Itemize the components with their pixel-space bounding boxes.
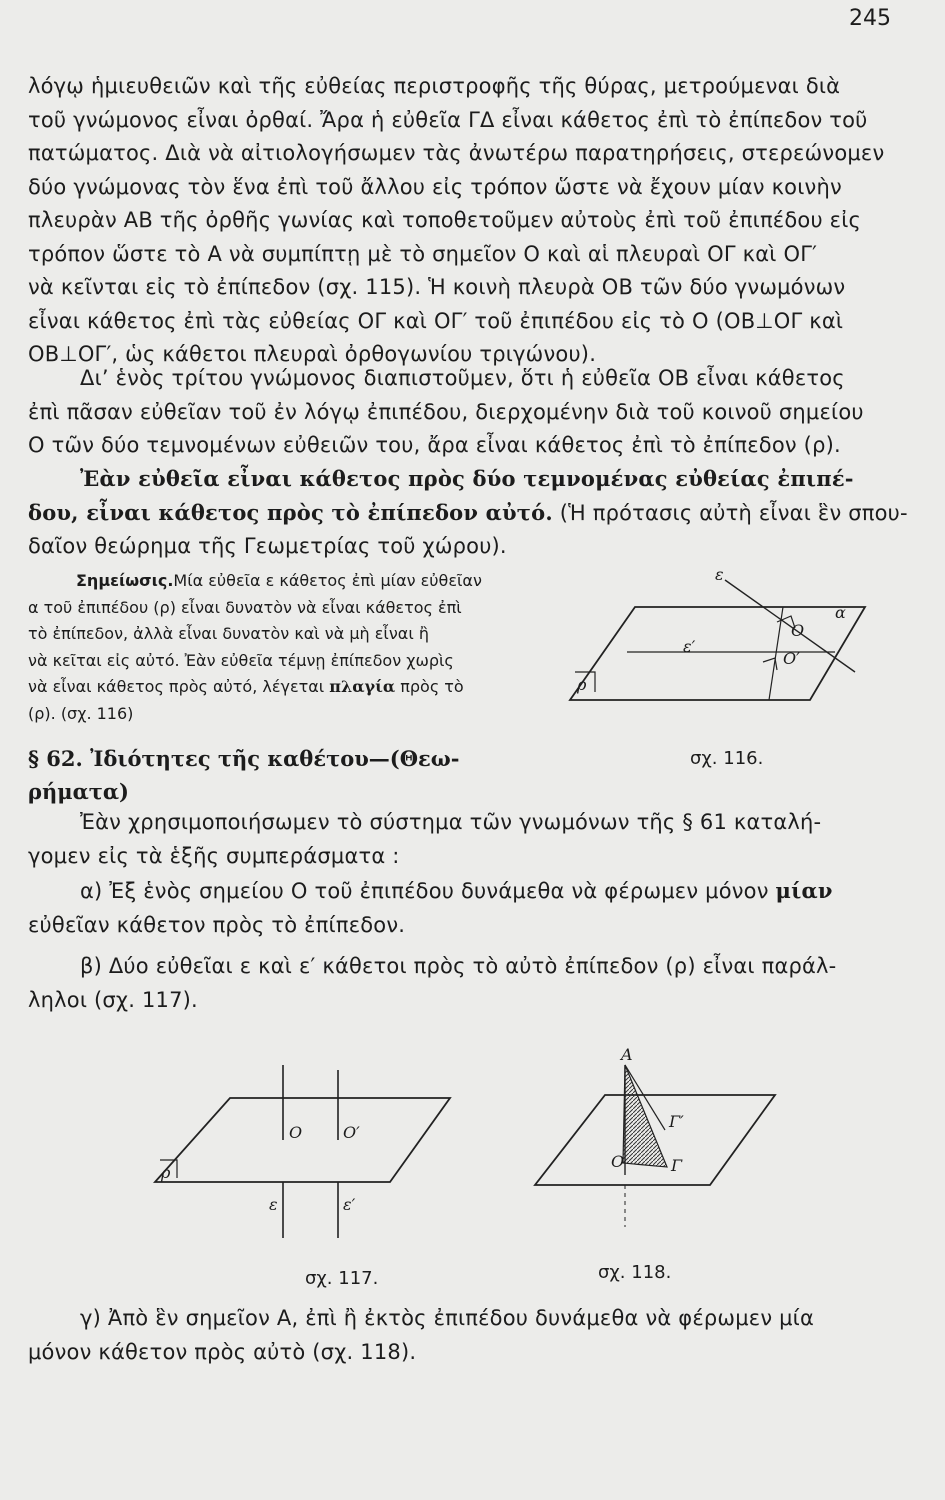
label-a: α (835, 603, 846, 622)
plane (155, 1098, 450, 1182)
text-line: λόγῳ ἡμιευθειῶν καὶ τῆς εὐθείας περιστροφῆς τῆς θύρας, μετρούμεναι διὰ (28, 74, 841, 98)
page-number: 245 (849, 6, 891, 31)
text-line: Δι’ ἑνὸς τρίτου γνώμονος διαπιστοῦμεν, ὅτι ἡ εὐθεῖα ΟΒ εἶναι κάθετος (80, 366, 845, 390)
text-line: τοῦ γνώμονος εἶναι ὀρθαί. Ἄρα ἡ εὐθεῖα ΓΔ εἶναι κάθετος ἐπὶ τὸ ἐπίπεδον τοῦ (28, 107, 868, 132)
section-heading-line-1: § 62. Ἰδιότητες τῆς καθέτου—(Θεω- (28, 746, 460, 771)
paragraph-2 (28, 362, 898, 463)
theorem-line-2 (28, 496, 908, 531)
paragraph-3 (28, 806, 898, 873)
item-a-line-2: εὐθεῖαν κάθετον πρὸς τὸ ἐπίπεδον. (28, 912, 406, 937)
label-e: ε (269, 1195, 278, 1214)
label-o2: Ο′ (783, 649, 800, 668)
text-line: πατώματος. Διὰ νὰ αἰτιολογήσωμεν τὰς ἀνωτέρω παρατηρήσεις, στερεώνομεν (28, 141, 885, 165)
note-label: Σημείωσις. (76, 571, 174, 590)
note-line: (ρ). (σχ. 116) (28, 703, 134, 723)
shaded-triangle (623, 1065, 667, 1167)
text-line: εἶναι κάθετος ἐπὶ τὰς εὐθείας ΟΓ καὶ ΟΓ′ τοῦ ἐπιπέδου εἰς τὸ Ο (ΟΒ⊥ΟΓ καὶ (28, 308, 844, 333)
note-bold-term: πλαγία (329, 677, 396, 696)
label-o: Ο (611, 1152, 625, 1171)
text-line: πλευρὰν ΑΒ τῆς ὀρθῆς γωνίας καὶ τοποθετοῦμεν αὐτοὺς ἐπὶ τοῦ ἐπιπέδου εἰς (28, 208, 862, 232)
note-text: νὰ εἶναι κάθετος πρὸς αὐτό, λέγεται (28, 677, 330, 696)
figure-116 (555, 560, 900, 745)
theorem (28, 462, 908, 564)
figure-118 (525, 1045, 780, 1240)
text-line: νὰ κεῖνται εἰς τὸ ἐπίπεδον (σχ. 115). Ἡ κοινὴ πλευρὰ ΟΒ τῶν δύο γνωμόνων (28, 275, 846, 299)
label-g2: Γ′ (669, 1112, 684, 1131)
section-heading (28, 742, 460, 808)
caption-118: σχ. 118. (598, 1262, 672, 1283)
label-o: Ο (289, 1123, 303, 1142)
label-e2: ε′ (343, 1195, 356, 1214)
label-e: ε (715, 565, 724, 584)
label-o2: Ο′ (343, 1123, 360, 1142)
theorem-line-1: Ἐὰν εὐθεῖα εἶναι κάθετος πρὸς δύο τεμνομένας εὐθείας ἐπιπέ- (80, 466, 854, 491)
figure-117 (145, 1060, 465, 1245)
note-text: πρὸς τὸ (395, 677, 464, 696)
item-b (28, 950, 898, 1017)
note-line: α τοῦ ἐπιπέδου (ρ) εἶναι δυνατὸν νὰ εἶναι κάθετος ἐπὶ (28, 597, 462, 617)
text-line: ληλοι (σχ. 117). (28, 987, 198, 1012)
theorem-line-3: δαῖον θεώρημα τῆς Γεωμετρίας τοῦ χώρου). (28, 534, 507, 558)
label-rho: ρ (161, 1163, 171, 1182)
note-line-5 (28, 674, 528, 701)
plane (570, 607, 865, 700)
note-text: Μία εὐθεῖα ε κάθετος ἐπὶ μίαν εὐθεῖαν (173, 571, 482, 590)
text-line: Ἐὰν χρησιμοποιήσωμεν τὸ σύστημα τῶν γνωμόνων τῆς § 61 καταλή- (80, 810, 822, 834)
label-a: Α (621, 1045, 633, 1064)
label-g: Γ (671, 1156, 683, 1175)
section-heading-line-2: ρήματα) (28, 779, 129, 804)
text-line: τρόπον ὥστε τὸ Α νὰ συμπίπτῃ μὲ τὸ σημεῖον Ο καὶ αἱ πλευραὶ ΟΓ καὶ ΟΓ′ (28, 241, 818, 266)
paragraph-1 (28, 70, 898, 372)
text-line: μόνον κάθετον πρὸς αὐτὸ (σχ. 118). (28, 1339, 417, 1364)
caption-117: σχ. 117. (305, 1268, 379, 1289)
item-g (28, 1302, 898, 1369)
note (28, 568, 528, 727)
caption-116: σχ. 116. (690, 748, 764, 769)
text-line: γ) Ἀπὸ ἓν σημεῖον Α, ἐπὶ ἢ ἐκτὸς ἐπιπέδου δυνάμεθα νὰ φέρωμεν μία (80, 1306, 815, 1330)
item-a-line-1 (28, 874, 898, 909)
label-e2: ε′ (683, 637, 696, 656)
item-a-bold: μίαν (775, 878, 833, 903)
text-line: Ο τῶν δύο τεμνομένων εὐθειῶν του, ἄρα εἶναι κάθετος ἐπὶ τὸ ἐπίπεδον (ρ). (28, 433, 841, 457)
text-line: ΟΒ⊥ΟΓ′, ὡς κάθετοι πλευραὶ ὀρθογωνίου τριγώνου). (28, 342, 597, 366)
text-line: γομεν εἰς τὰ ἑξῆς συμπεράσματα : (28, 843, 400, 868)
text-line: β) Δύο εὐθεῖαι ε καὶ ε′ κάθετοι πρὸς τὸ αὐτὸ ἐπίπεδον (ρ) εἶναι παράλ- (80, 954, 837, 978)
label-rho: ρ (577, 675, 587, 694)
label-o: Ο (791, 621, 805, 640)
text-line: δύο γνώμονας τὸν ἕνα ἐπὶ τοῦ ἄλλου εἰς τρόπον ὥστε νὰ ἔχουν μίαν κοινὴν (28, 174, 842, 199)
note-line: νὰ κεῖται εἰς αὐτό. Ἐὰν εὐθεῖα τέμνῃ ἐπίπεδον χωρὶς (28, 650, 454, 670)
theorem-bold-2: δου, εἶναι κάθετος πρὸς τὸ ἐπίπεδον αὐτό. (28, 499, 553, 525)
text-line: ἐπὶ πᾶσαν εὐθεῖαν τοῦ ἐν λόγῳ ἐπιπέδου, διερχομένην διὰ τοῦ κοινοῦ σημείου (28, 399, 864, 424)
theorem-rest-2: (Ἡ πρότασις αὐτὴ εἶναι ἓν σπου- (552, 500, 908, 525)
note-line-1 (28, 568, 528, 595)
item-a-text: α) Ἐξ ἑνὸς σημείου Ο τοῦ ἐπιπέδου δυνάμεθα νὰ φέρωμεν μόνον (80, 879, 776, 903)
note-line: τὸ ἐπίπεδον, ἀλλὰ εἶναι δυνατὸν καὶ νὰ μὴ εἶναι ἢ (28, 624, 429, 643)
item-a (28, 874, 898, 942)
